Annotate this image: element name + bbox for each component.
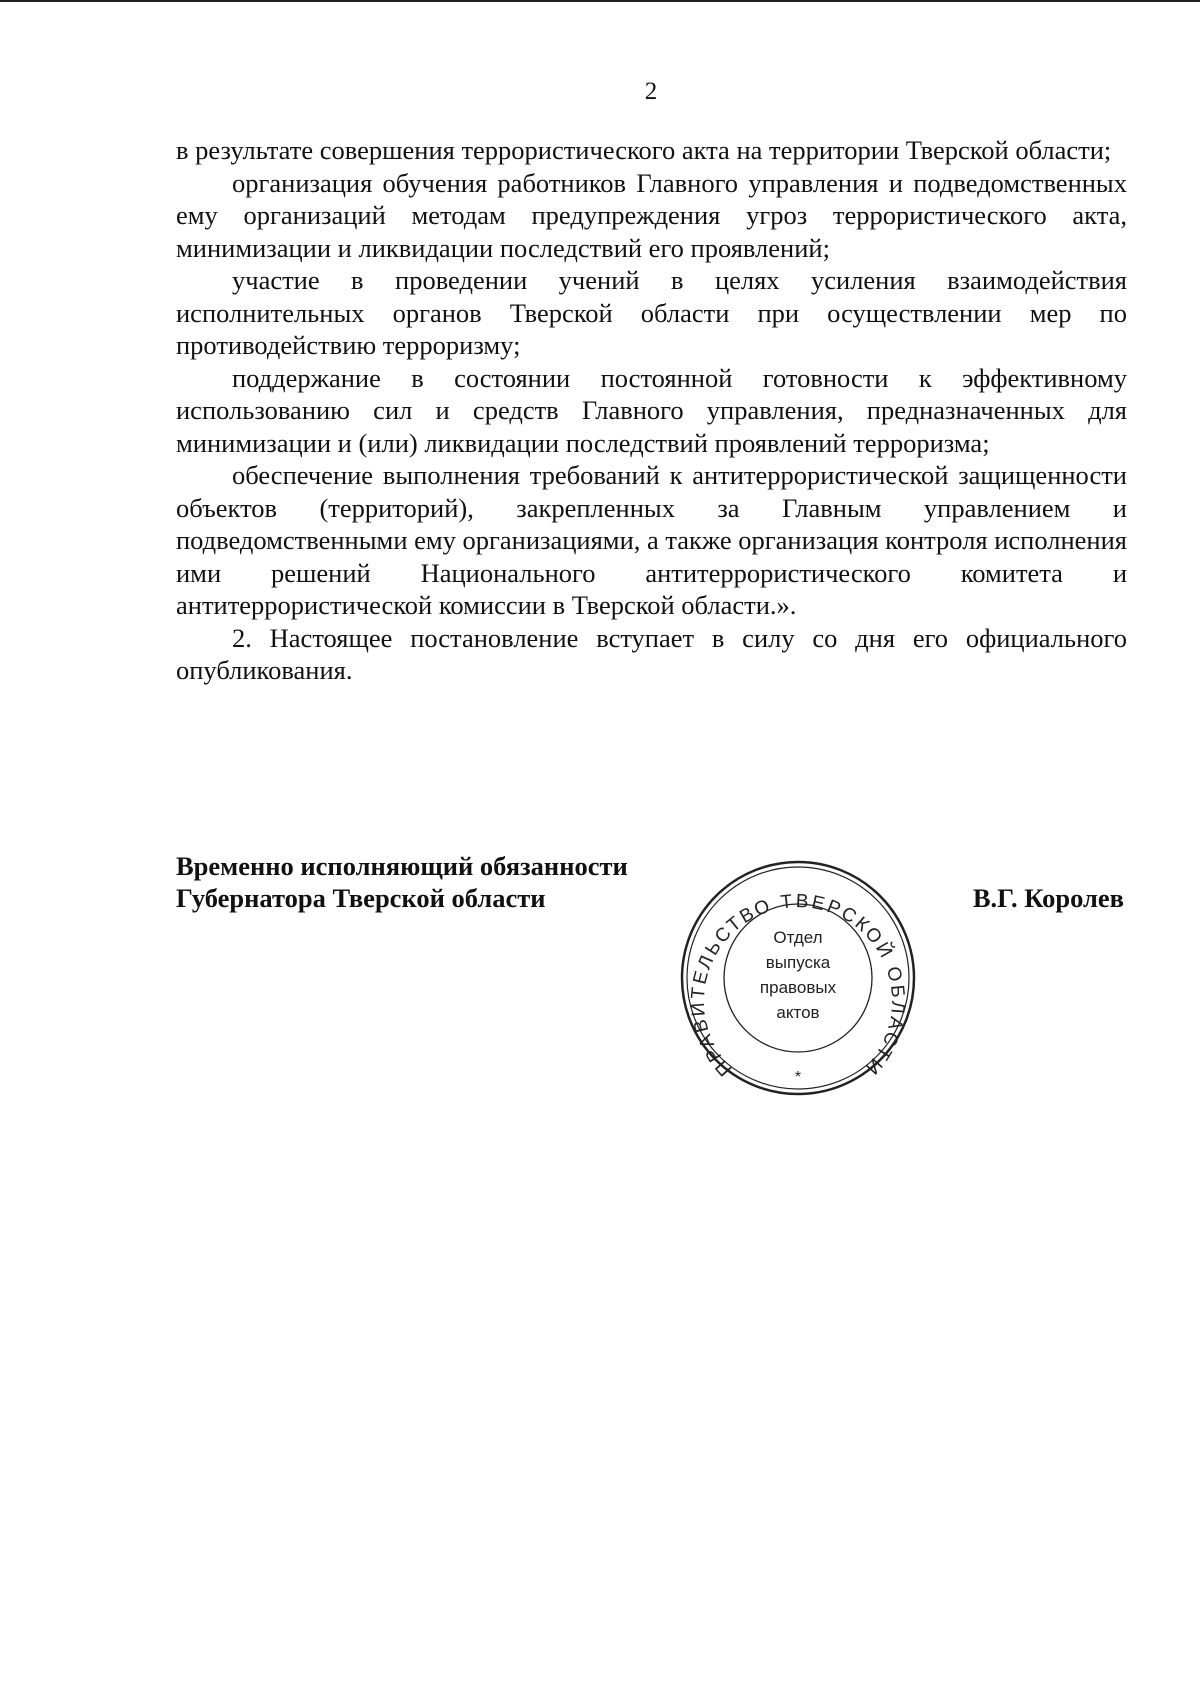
paragraph-security: обеспечение выполнения требований к антитеррористической защищенности объектов (территорий), закрепленных за Главным управлением и подведомственными ему организациями, а также организация контроля исполнения ими решений Национального антитеррористического комитета и антитеррористической комиссии в Тверской области.». xyxy=(176,460,1127,620)
signatory-name: В.Г. Королев xyxy=(972,883,1124,913)
seal-ring-text: ПРАВИТЕЛЬСТВО ТВЕРСКОЙ ОБЛАСТИ xyxy=(687,890,909,1080)
signatory-title xyxy=(176,850,628,914)
page-number: 2 xyxy=(644,78,658,105)
seal-center-line-3: правовых xyxy=(759,978,837,997)
document-body xyxy=(176,134,1127,687)
paragraph-continuation: в результате совершения террористического акта на территории Тверской области; xyxy=(176,135,1112,165)
paragraph-exercises: участие в проведении учений в целях усиления взаимодействия исполнительных органов Тверской области при осуществлении мер по противодействию терроризму; xyxy=(176,265,1127,360)
seal-center-line-2: выпуска xyxy=(765,953,831,972)
paragraph-readiness: поддержание в состоянии постоянной готовности к эффективному использованию сил и средств Главного управления, предназначенных для минимизации и (или) ликвидации последствий проявлений терроризма; xyxy=(176,362,1127,458)
page-top-border xyxy=(0,0,1200,2)
seal-center-line-1: Отдел xyxy=(773,928,823,947)
signatory-title-line-2: Губернатора Тверской области xyxy=(176,883,546,913)
official-seal xyxy=(678,858,918,1098)
seal-star: * xyxy=(794,1069,802,1086)
seal-center-text xyxy=(678,858,918,1098)
signatory-title-line-1: Временно исполняющий обязанности xyxy=(176,851,628,881)
paragraph-effective-date: 2. Настоящее постановление вступает в силу со дня его официального опубликования. xyxy=(176,622,1127,685)
paragraph-training: организация обучения работников Главного управления и подведомственных ему организаций методам предупреждения угроз террористического акта, минимизации и ликвидации последствий его проявлений; xyxy=(176,167,1127,263)
seal-center-line-4: актов xyxy=(776,1003,820,1022)
